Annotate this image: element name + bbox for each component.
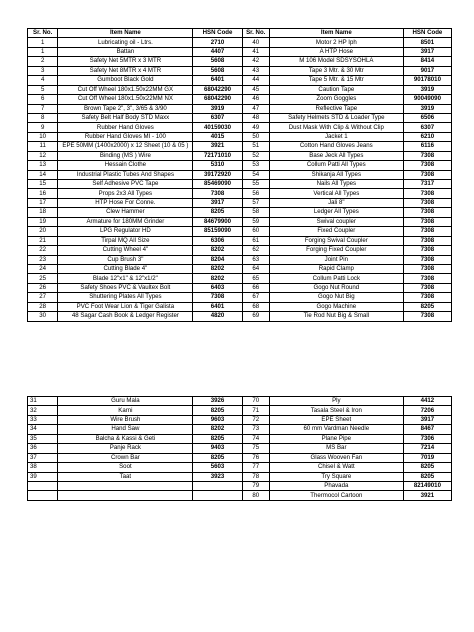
sr-no-cell: 12 — [28, 151, 58, 160]
hsn-table-continued — [27, 396, 452, 501]
hsn-code-cell: 7308 — [403, 198, 451, 207]
hsn-code-cell — [193, 491, 242, 500]
item-name-cell: Rubber Hand Gloves MI - 100 — [58, 132, 193, 141]
item-name-cell: 48 Sagar Cash Book & Ledger Register — [58, 312, 193, 321]
table-row — [28, 76, 452, 85]
item-name-cell: EPE 50MM (1400x2000) x 12 Sheet (10 & 05 ) — [58, 142, 193, 151]
item-name-cell: Cut Off Wheel 180x1.50x22MM GX — [58, 85, 193, 94]
hsn-code-cell: 2710 — [193, 38, 242, 47]
sr-no-cell: 4 — [28, 76, 58, 85]
sr-no-cell: 42 — [242, 57, 269, 66]
item-name-cell: Jacket 1 — [269, 132, 403, 141]
table-body — [28, 38, 452, 321]
item-name-cell: Safety Belt Half Body STD Maxx — [58, 113, 193, 122]
hsn-code-cell: 90178010 — [403, 76, 451, 85]
hsn-code-cell: 3921 — [403, 491, 451, 500]
item-name-cell — [58, 491, 193, 500]
header-hsn-code: HSN Code — [403, 29, 451, 38]
item-name-cell: Cup Brush 3" — [58, 255, 193, 264]
hsn-code-cell: 7206 — [403, 406, 451, 415]
table-row — [28, 312, 452, 321]
table-row — [28, 444, 452, 453]
hsn-code-cell: 6403 — [193, 283, 242, 292]
table-row — [28, 142, 452, 151]
table-row — [28, 255, 452, 264]
hsn-code-cell: 4412 — [403, 397, 451, 406]
hsn-code-cell: 7308 — [193, 293, 242, 302]
sr-no-cell: 21 — [28, 236, 58, 245]
sr-no-cell: 54 — [242, 170, 269, 179]
item-name-cell: Tie Rod Nut Big & Small — [269, 312, 403, 321]
hsn-code-cell: 3923 — [193, 472, 242, 481]
hsn-code-cell: 8202 — [193, 274, 242, 283]
item-name-cell: Blade 12"x1" & 12"x1/2" — [58, 274, 193, 283]
hsn-code-cell: 7308 — [403, 151, 451, 160]
item-name-cell: Gumboot Black Gold — [58, 76, 193, 85]
table-row — [28, 406, 452, 415]
table-header-row — [28, 29, 452, 38]
hsn-code-cell: 7308 — [193, 189, 242, 198]
table-row — [28, 113, 452, 122]
sr-no-cell: 69 — [242, 312, 269, 321]
sr-no-cell: 17 — [28, 198, 58, 207]
table-row — [28, 57, 452, 66]
sr-no-cell: 63 — [242, 255, 269, 264]
item-name-cell: Try Square — [269, 472, 403, 481]
table-row — [28, 472, 452, 481]
hsn-code-cell: 7308 — [403, 312, 451, 321]
sr-no-cell: 74 — [242, 434, 269, 443]
table-row — [28, 198, 452, 207]
item-name-cell: Zoom Goggles — [269, 95, 403, 104]
hsn-code-cell: 3926 — [193, 397, 242, 406]
sr-no-cell: 64 — [242, 264, 269, 273]
sr-no-cell: 6 — [28, 95, 58, 104]
hsn-code-cell: 7308 — [403, 264, 451, 273]
hsn-code-cell: 85159090 — [193, 227, 242, 236]
sr-no-cell: 67 — [242, 293, 269, 302]
table-row — [28, 302, 452, 311]
table-row — [28, 264, 452, 273]
table-body — [28, 397, 452, 501]
item-name-cell: Tasala Steel & Iron — [269, 406, 403, 415]
item-name-cell: Wire Brush — [58, 415, 193, 424]
item-name-cell: Thermocol Cartoon — [269, 491, 403, 500]
hsn-code-cell: 8501 — [403, 38, 451, 47]
sr-no-cell: 18 — [28, 208, 58, 217]
hsn-code-cell: 5310 — [193, 161, 242, 170]
sr-no-cell: 48 — [242, 113, 269, 122]
sr-no-cell: 37 — [28, 453, 58, 462]
sr-no-cell: 68 — [242, 302, 269, 311]
table-row — [28, 123, 452, 132]
sr-no-cell: 70 — [242, 397, 269, 406]
item-name-cell: Ledger All Types — [269, 208, 403, 217]
item-name-cell: Fixed Coupler — [269, 227, 403, 236]
hsn-code-cell: 9603 — [193, 415, 242, 424]
hsn-code-cell: 3917 — [403, 415, 451, 424]
hsn-code-cell: 8205 — [403, 472, 451, 481]
sr-no-cell: 38 — [28, 463, 58, 472]
sr-no-cell: 16 — [28, 189, 58, 198]
item-name-cell: Vertical All Types — [269, 189, 403, 198]
item-name-cell: Safety Net 5MTR x 3 MTR — [58, 57, 193, 66]
hsn-code-cell: 8205 — [193, 434, 242, 443]
table-row — [28, 104, 452, 113]
hsn-code-cell: 4407 — [193, 47, 242, 56]
hsn-code-cell: 8205 — [193, 208, 242, 217]
sr-no-cell: 20 — [28, 227, 58, 236]
hsn-code-cell: 7308 — [403, 274, 451, 283]
hsn-code-cell: 7019 — [403, 453, 451, 462]
sr-no-cell: 71 — [242, 406, 269, 415]
hsn-code-cell: 7308 — [403, 208, 451, 217]
sr-no-cell: 36 — [28, 444, 58, 453]
hsn-code-cell: 7317 — [403, 180, 451, 189]
item-name-cell: Chisel & Watt — [269, 463, 403, 472]
table-row — [28, 453, 452, 462]
hsn-code-cell: 7308 — [403, 227, 451, 236]
item-name-cell: Binding (MS ) Wire — [58, 151, 193, 160]
hsn-code-cell: 7308 — [403, 283, 451, 292]
sr-no-cell: 58 — [242, 208, 269, 217]
sr-no-cell: 43 — [242, 66, 269, 75]
sr-no-cell: 78 — [242, 472, 269, 481]
item-name-cell: Cut Off Wheel 180x1.50x22MM NX — [58, 95, 193, 104]
item-name-cell: HTP Hose For Conne. — [58, 198, 193, 207]
item-name-cell: Gogo Nut Round — [269, 283, 403, 292]
item-name-cell: Swival coupler — [269, 217, 403, 226]
table-row — [28, 95, 452, 104]
table-row — [28, 236, 452, 245]
header-item-name: Item Name — [58, 29, 193, 38]
hsn-code-cell: 7308 — [403, 293, 451, 302]
sr-no-cell: 79 — [242, 481, 269, 490]
sr-no-cell: 1 — [28, 38, 58, 47]
sr-no-cell: 14 — [28, 170, 58, 179]
hsn-code-cell: 8202 — [193, 264, 242, 273]
header-hsn-code: HSN Code — [193, 29, 242, 38]
hsn-code-cell: 7308 — [403, 246, 451, 255]
sr-no-cell: 1 — [28, 47, 58, 56]
item-name-cell: Gogo Nut Big — [269, 293, 403, 302]
item-name-cell: Glass Wooven Fan — [269, 453, 403, 462]
hsn-code-cell — [193, 481, 242, 490]
sr-no-cell: 61 — [242, 236, 269, 245]
hsn-code-cell: 68042290 — [193, 85, 242, 94]
sr-no-cell: 27 — [28, 293, 58, 302]
item-name-cell: Karni — [58, 406, 193, 415]
hsn-code-cell: 90049090 — [403, 95, 451, 104]
sr-no-cell: 40 — [242, 38, 269, 47]
hsn-code-cell: 3919 — [403, 85, 451, 94]
table-row — [28, 274, 452, 283]
sr-no-cell: 9 — [28, 123, 58, 132]
table-row — [28, 481, 452, 490]
sr-no-cell: 45 — [242, 85, 269, 94]
hsn-code-cell: 7308 — [403, 236, 451, 245]
table-row — [28, 491, 452, 500]
hsn-code-cell: 6116 — [403, 142, 451, 151]
sr-no-cell: 10 — [28, 132, 58, 141]
hsn-code-cell: 40159030 — [193, 123, 242, 132]
item-name-cell: Reflective Tape — [269, 104, 403, 113]
hsn-code-cell: 7308 — [403, 170, 451, 179]
sr-no-cell: 15 — [28, 180, 58, 189]
item-name-cell: Collum Patti All Types — [269, 161, 403, 170]
item-name-cell: Clew Hammer — [58, 208, 193, 217]
hsn-code-cell: 39172920 — [193, 170, 242, 179]
sr-no-cell: 53 — [242, 161, 269, 170]
hsn-code-cell: 7308 — [403, 189, 451, 198]
hsn-code-cell: 8205 — [403, 463, 451, 472]
sr-no-cell: 56 — [242, 189, 269, 198]
hsn-code-cell: 3919 — [193, 104, 242, 113]
item-name-cell: Nails All Types — [269, 180, 403, 189]
hsn-code-cell: 82149010 — [403, 481, 451, 490]
hsn-code-cell: 7214 — [403, 444, 451, 453]
item-name-cell: Hessain Clothe — [58, 161, 193, 170]
item-name-cell: Balcha & Kassi & Geti — [58, 434, 193, 443]
sr-no-cell: 8 — [28, 113, 58, 122]
item-name-cell: Panje Rack — [58, 444, 193, 453]
hsn-code-cell: 9017 — [403, 66, 451, 75]
sr-no-cell: 65 — [242, 274, 269, 283]
item-name-cell: Collum Patti Lock — [269, 274, 403, 283]
hsn-code-cell: 84679900 — [193, 217, 242, 226]
item-name-cell: Phavada — [269, 481, 403, 490]
hsn-code-cell: 8205 — [403, 302, 451, 311]
sr-no-cell: 50 — [242, 132, 269, 141]
header-item-name: Item Name — [269, 29, 403, 38]
item-name-cell: M 106 Model SDSYSOHLA — [269, 57, 403, 66]
sr-no-cell: 33 — [28, 415, 58, 424]
item-name-cell: Rubber Hand Gloves — [58, 123, 193, 132]
item-name-cell: Rapid Clamp — [269, 264, 403, 273]
sr-no-cell: 49 — [242, 123, 269, 132]
item-name-cell: Shuttering Plates All Types — [58, 293, 193, 302]
item-name-cell: Self Adhesive PVC Tape — [58, 180, 193, 189]
item-name-cell: Cotton Hand Gloves Jeans — [269, 142, 403, 151]
item-name-cell: Cutting Wheel 4" — [58, 246, 193, 255]
hsn-code-cell: 5608 — [193, 66, 242, 75]
sr-no-cell: 47 — [242, 104, 269, 113]
sr-no-cell: 24 — [28, 264, 58, 273]
sr-no-cell: 26 — [28, 283, 58, 292]
sr-no-cell: 55 — [242, 180, 269, 189]
hsn-code-cell: 8204 — [193, 255, 242, 264]
sr-no-cell: 57 — [242, 198, 269, 207]
sr-no-cell: 3 — [28, 66, 58, 75]
hsn-code-cell: 5603 — [193, 463, 242, 472]
item-name-cell: MS Bar — [269, 444, 403, 453]
item-name-cell: Plane Pipe — [269, 434, 403, 443]
hsn-code-cell: 6307 — [193, 113, 242, 122]
sr-no-cell: 35 — [28, 434, 58, 443]
item-name-cell: Cutting Blade 4" — [58, 264, 193, 273]
sr-no-cell: 44 — [242, 76, 269, 85]
item-name-cell: Tape 3 Mtr. & 30 Mtr — [269, 66, 403, 75]
sr-no-cell: 28 — [28, 302, 58, 311]
item-name-cell: Hand Saw — [58, 425, 193, 434]
item-name-cell: Taat — [58, 472, 193, 481]
table-row — [28, 132, 452, 141]
table-row — [28, 85, 452, 94]
sr-no-cell: 22 — [28, 246, 58, 255]
header-sr-no: Sr. No. — [28, 29, 58, 38]
hsn-code-cell: 68042290 — [193, 95, 242, 104]
item-name-cell: Brown Tape 2", 3", 3/65 & 3/90 — [58, 104, 193, 113]
hsn-code-cell: 7308 — [403, 255, 451, 264]
table-row — [28, 161, 452, 170]
sr-no-cell: 31 — [28, 397, 58, 406]
hsn-code-cell: 8414 — [403, 57, 451, 66]
table-row — [28, 151, 452, 160]
item-name-cell: Forging Fixed Coupler — [269, 246, 403, 255]
sr-no-cell: 25 — [28, 274, 58, 283]
table-row — [28, 415, 452, 424]
table-row — [28, 170, 452, 179]
item-name-cell: Joint Pin — [269, 255, 403, 264]
hsn-code-cell: 6401 — [193, 302, 242, 311]
sr-no-cell: 30 — [28, 312, 58, 321]
item-name-cell: A HTP Hose — [269, 47, 403, 56]
sr-no-cell: 80 — [242, 491, 269, 500]
item-name-cell: Guru Mala — [58, 397, 193, 406]
item-name-cell: Props 2x3 All Types — [58, 189, 193, 198]
item-name-cell: Ply — [269, 397, 403, 406]
item-name-cell: Safety Net 8MTR x 4 MTR — [58, 66, 193, 75]
sr-no-cell: 32 — [28, 406, 58, 415]
hsn-code-cell: 7308 — [403, 217, 451, 226]
item-name-cell: 60 mm Vardman Needle — [269, 425, 403, 434]
hsn-code-cell: 8205 — [193, 406, 242, 415]
table-row — [28, 293, 452, 302]
hsn-code-cell: 3917 — [403, 47, 451, 56]
sr-no-cell — [28, 481, 58, 490]
sr-no-cell: 77 — [242, 463, 269, 472]
item-name-cell: Base Jeck All Types — [269, 151, 403, 160]
sr-no-cell: 13 — [28, 161, 58, 170]
item-name-cell: Safety Shoes PVC & Vaultex Bolt — [58, 283, 193, 292]
hsn-code-cell: 8202 — [193, 246, 242, 255]
header-sr-no: Sr. No. — [242, 29, 269, 38]
hsn-code-cell: 3917 — [193, 198, 242, 207]
item-name-cell: Industrial Plastic Tubes And Shapes — [58, 170, 193, 179]
table-row — [28, 189, 452, 198]
hsn-code-cell: 5608 — [193, 57, 242, 66]
sr-no-cell: 76 — [242, 453, 269, 462]
sr-no-cell: 23 — [28, 255, 58, 264]
item-name-cell: Safety Helmets STD & Loader Type — [269, 113, 403, 122]
sr-no-cell — [28, 491, 58, 500]
sr-no-cell: 39 — [28, 472, 58, 481]
item-name-cell: Dust Mask With Clip & Without Clip — [269, 123, 403, 132]
hsn-code-cell: 3921 — [193, 142, 242, 151]
sr-no-cell: 75 — [242, 444, 269, 453]
item-name-cell: Tirpal MQ All Size — [58, 236, 193, 245]
hsn-code-cell: 4015 — [193, 132, 242, 141]
hsn-code-cell: 6401 — [193, 76, 242, 85]
hsn-code-cell: 6506 — [403, 113, 451, 122]
hsn-code-cell: 6210 — [403, 132, 451, 141]
table-row — [28, 47, 452, 56]
item-name-cell: Lubricating oil - Ltrs. — [58, 38, 193, 47]
item-name-cell: Tape 5 Mtr. & 15 Mtr — [269, 76, 403, 85]
hsn-table-main — [27, 28, 452, 322]
sr-no-cell: 19 — [28, 217, 58, 226]
sr-no-cell: 60 — [242, 227, 269, 236]
hsn-code-cell: 85469090 — [193, 180, 242, 189]
sr-no-cell: 34 — [28, 425, 58, 434]
table-row — [28, 283, 452, 292]
table-row — [28, 246, 452, 255]
table-row — [28, 66, 452, 75]
sr-no-cell: 46 — [242, 95, 269, 104]
table-row — [28, 434, 452, 443]
item-name-cell: PVC Foot Wear Lion & Tiger Galista — [58, 302, 193, 311]
hsn-code-cell: 4820 — [193, 312, 242, 321]
sr-no-cell: 7 — [28, 104, 58, 113]
hsn-code-cell: 9403 — [193, 444, 242, 453]
hsn-code-cell: 8205 — [193, 453, 242, 462]
item-name-cell: Soot — [58, 463, 193, 472]
sr-no-cell: 59 — [242, 217, 269, 226]
item-name-cell: Motor 2 HP Iph — [269, 38, 403, 47]
hsn-code-cell: 8202 — [193, 425, 242, 434]
item-name-cell: Armature for 180MM Grinder — [58, 217, 193, 226]
item-name-cell: Caution Tape — [269, 85, 403, 94]
table-row — [28, 463, 452, 472]
hsn-code-cell: 3919 — [403, 104, 451, 113]
item-name-cell: Gogo Machine — [269, 302, 403, 311]
sr-no-cell: 66 — [242, 283, 269, 292]
item-name-cell: Forging Swival Coupler — [269, 236, 403, 245]
table-row — [28, 217, 452, 226]
sr-no-cell: 52 — [242, 151, 269, 160]
hsn-code-cell: 72171010 — [193, 151, 242, 160]
sr-no-cell: 73 — [242, 425, 269, 434]
table-row — [28, 425, 452, 434]
sr-no-cell: 41 — [242, 47, 269, 56]
sr-no-cell: 5 — [28, 85, 58, 94]
hsn-code-cell: 7306 — [403, 434, 451, 443]
sr-no-cell: 51 — [242, 142, 269, 151]
sr-no-cell: 11 — [28, 142, 58, 151]
sr-no-cell: 72 — [242, 415, 269, 424]
hsn-code-cell: 6306 — [193, 236, 242, 245]
table-row — [28, 227, 452, 236]
item-name-cell — [58, 481, 193, 490]
sr-no-cell: 2 — [28, 57, 58, 66]
item-name-cell: Jali 8" — [269, 198, 403, 207]
table-row — [28, 208, 452, 217]
table-row — [28, 397, 452, 406]
item-name-cell: LPG Regulator HD — [58, 227, 193, 236]
hsn-code-cell: 7308 — [403, 161, 451, 170]
hsn-code-cell: 8467 — [403, 425, 451, 434]
table-row — [28, 38, 452, 47]
table-row — [28, 180, 452, 189]
sr-no-cell: 62 — [242, 246, 269, 255]
item-name-cell: Shikanja All Types — [269, 170, 403, 179]
item-name-cell: Crown Bar — [58, 453, 193, 462]
hsn-code-cell: 6307 — [403, 123, 451, 132]
item-name-cell: EPE Sheet — [269, 415, 403, 424]
item-name-cell: Battan — [58, 47, 193, 56]
